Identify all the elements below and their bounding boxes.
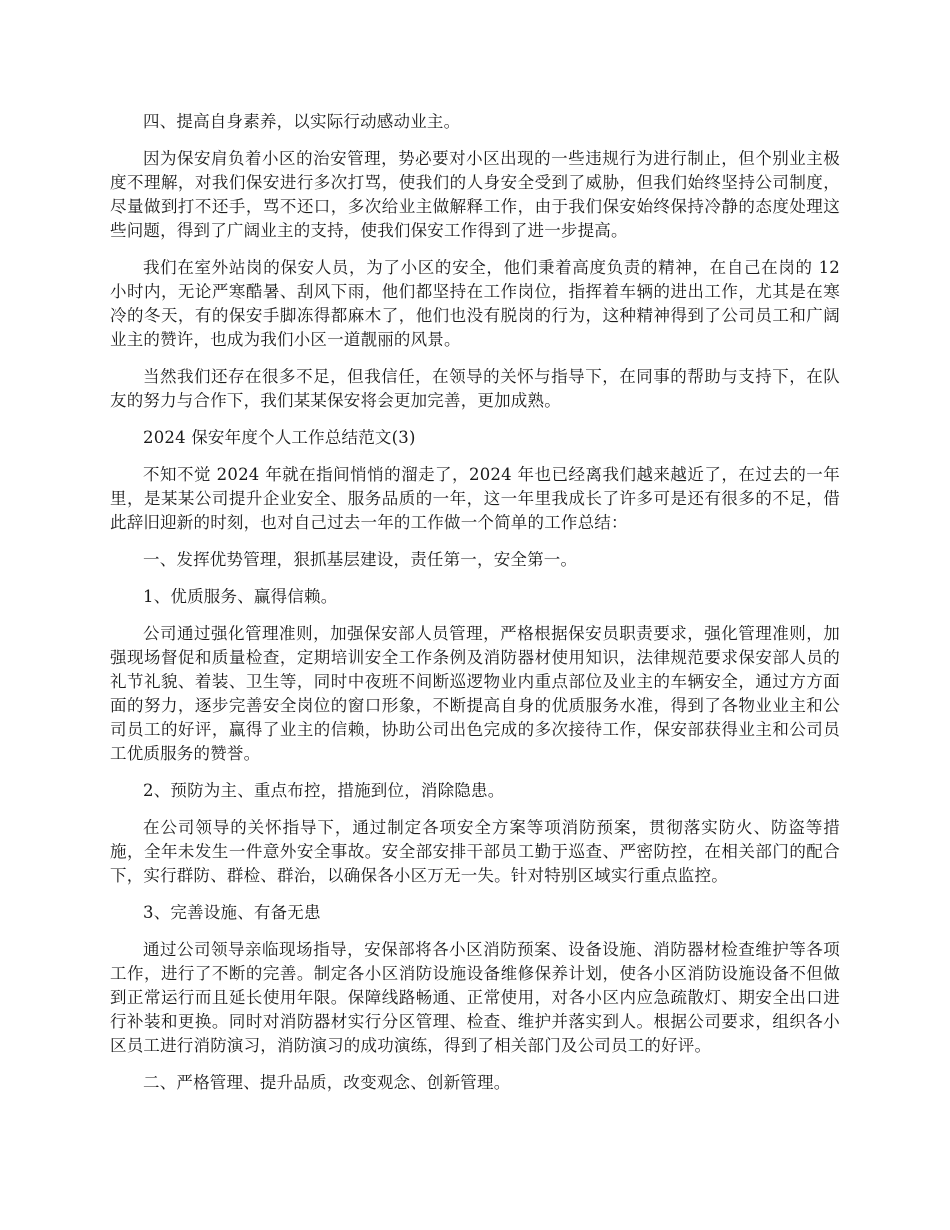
subheading-1: 1、优质服务、赢得信赖。 [143,587,338,606]
paragraph: 不知不觉 2024 年就在指间悄悄的溜走了，2024 年也已经离我们越来越近了，在过去的一年里，是某某公司提升企业安全、服务品质的一年，这一年里我成长了许多可是还有很多的不足，借此辞旧迎新的时刻，也对自己过去一年的工作做一个简单的工作总结： [110,465,840,532]
subheading-3: 3、完善设施、有备无患 [143,903,321,922]
paragraph: 当然我们还存在很多不足，但我信任，在领导的关怀与指导下，在同事的帮助与支持下，在队友的努力与合作下，我们某某保安将会更加完善，更加成熟。 [110,367,840,410]
section-heading-1: 一、发挥优势管理，狠抓基层建设，责任第一，安全第一。 [143,550,578,569]
section-heading-2: 二、严格管理、提升品质，改变观念、创新管理。 [143,1073,511,1092]
paragraph: 在公司领导的关怀指导下，通过制定各项安全方案等项消防预案，贯彻落实防火、防盗等措施，全年未发生一件意外安全事故。安全部安排干部员工勤于巡查、严密防控，在相关部门的配合下，实行群防、群检、群治，以确保各小区万无一失。针对特别区域实行重点监控。 [110,818,840,885]
paragraph: 通过公司领导亲临现场指导，安保部将各小区消防预案、设备设施、消防器材检查维护等各项工作，进行了不断的完善。制定各小区消防设施设备维修保养计划，使各小区消防设施设备不但做到正常运行而且延长使用年限。保障线路畅通、正常使用，对各小区内应急疏散灯、期安全出口进行补装和更换。同时对消防器材实行分区管理、检查、维护并落实到人。根据公司要求，组织各小区员工进行消防演习，消防演习的成功演练，得到了相关部门及公司员工的好评。 [110,940,840,1055]
subheading-2: 2、预防为主、重点布控，措施到位，消除隐患。 [143,781,505,800]
paragraph: 因为保安肩负着小区的治安管理，势必要对小区出现的一些违规行为进行制止，但个别业主极度不理解，对我们保安进行多次打骂，使我们的人身安全受到了威胁，但我们始终坚持公司制度，尽量做到打不还手，骂不还口，多次给业主做解释工作，由于我们保安始终保持冷静的态度处理这些问题，得到了广阔业主的支持，使我们保安工作得到了进一步提高。 [110,149,840,240]
paragraph: 公司通过强化管理准则，加强保安部人员管理，严格根据保安员职责要求，强化管理准则，加强现场督促和质量检查，定期培训安全工作条例及消防器材使用知识，法律规范要求保安部人员的礼节礼貌、着装、卫生等，同时中夜班不间断巡逻物业内重点部位及业主的车辆安全，通过方方面面的努力，逐步完善安全岗位的窗口形象，不断提高自身的优质服务水准，得到了各物业业主和公司员工的好评，赢得了业主的信赖，协助公司出色完成的多次接待工作，保安部获得业主和公司员工优质服务的赞誉。 [110,624,840,763]
section-heading-4: 四、提高自身素养，以实际行动感动业主。 [143,112,461,131]
paragraph: 我们在室外站岗的保安人员，为了小区的安全，他们秉着高度负责的精神，在自己在岗的 12 小时内，无论严寒酷暑、刮风下雨，他们都坚持在工作岗位，指挥着车辆的进出工作，尤其是在寒冷的冬天，有的保安手脚冻得都麻木了，他们也没有脱岗的行为，这种精神得到了公司员工和广阔业主的赞许，也成为我们小区一道靓丽的风景。 [110,258,840,349]
document-body [110,110,840,1108]
article-title: 2024 保安年度个人工作总结范文(3) [143,428,416,447]
